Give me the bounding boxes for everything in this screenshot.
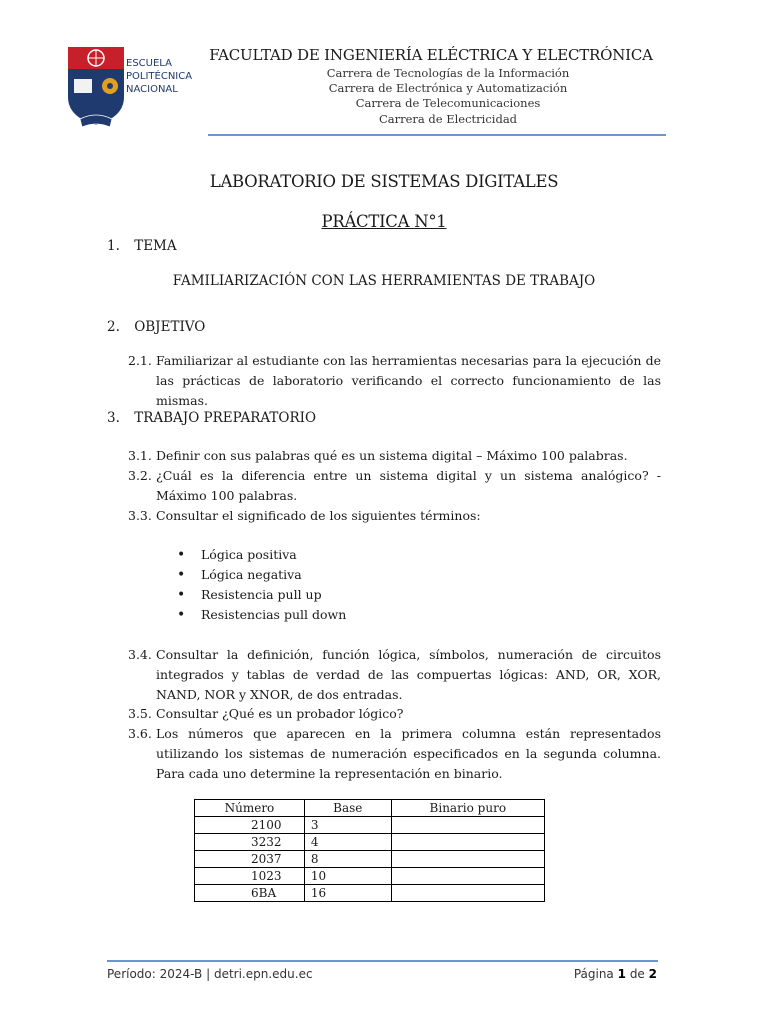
table-cell-base: 3 xyxy=(304,817,391,834)
section-title: OBJETIVO xyxy=(134,319,206,335)
list-item: • Resistencia pull up xyxy=(177,585,346,605)
table-row xyxy=(195,851,545,868)
table-cell-base: 16 xyxy=(304,885,391,902)
item-text: Familiarizar al estudiante con las herramientas necesarias para la ejecución de las prácticas de laboratorio verificando el correcto funcionamiento de las mismas. xyxy=(156,353,661,408)
item-text: Consultar el significado de los siguientes términos: xyxy=(156,508,481,523)
section-number: 2. xyxy=(107,319,120,335)
page-label: Página xyxy=(573,967,614,981)
item-number: 3.5. xyxy=(128,706,152,721)
tema-text: FAMILIARIZACIÓN CON LAS HERRAMIENTAS DE TRABAJO xyxy=(172,273,596,289)
item-text: ¿Cuál es la diferencia entre un sistema digital y un sistema analógico? - Máximo 100 palabras. xyxy=(156,468,661,503)
item-3-3 xyxy=(128,506,661,526)
item-3-5 xyxy=(128,704,661,724)
page-sep: de xyxy=(629,967,645,981)
table-cell-binary xyxy=(391,868,544,885)
table-cell-base: 8 xyxy=(304,851,391,868)
item-text: Consultar ¿Qué es un probador lógico? xyxy=(156,706,404,721)
item-text: Definir con sus palabras qué es un sistema digital – Máximo 100 palabras. xyxy=(156,448,628,463)
practice-label: PRÁCTICA N°1 xyxy=(321,212,447,231)
table-cell-number: 1023 xyxy=(195,868,305,885)
conversion-table xyxy=(194,799,545,902)
page-indicator xyxy=(574,967,657,981)
logo-line: POLITÉCNICA xyxy=(126,71,193,82)
list-item: • Lógica negativa xyxy=(177,565,346,585)
section-tema xyxy=(107,238,177,254)
list-item: • Resistencias pull down xyxy=(177,605,346,625)
item-2-1 xyxy=(128,351,661,411)
career-line: Carrera de Tecnologías de la Información xyxy=(326,66,570,80)
item-number: 3.1. xyxy=(128,448,152,463)
career-line: Carrera de Telecomunicaciones xyxy=(355,96,541,110)
table-header-row xyxy=(195,800,545,817)
section-title: TRABAJO PREPARATORIO xyxy=(134,410,317,426)
header-divider xyxy=(208,134,666,136)
table-cell-number: 2100 xyxy=(195,817,305,834)
table-cell-base: 10 xyxy=(304,868,391,885)
table-row xyxy=(195,834,545,851)
table-cell-base: 4 xyxy=(304,834,391,851)
item-3-1 xyxy=(128,446,661,466)
item-number: 2.1. xyxy=(128,353,152,368)
table-cell-binary xyxy=(391,885,544,902)
footer-divider xyxy=(107,960,658,962)
table-row xyxy=(195,817,545,834)
table-cell-number: 6BA xyxy=(195,885,305,902)
item-3-4 xyxy=(128,645,661,705)
footer-left: Período: 2024-B | detri.epn.edu.ec xyxy=(107,967,313,981)
item-number: 3.6. xyxy=(128,726,152,741)
logo-line: ESCUELA xyxy=(126,58,172,69)
table-cell-binary xyxy=(391,834,544,851)
table-header: Base xyxy=(304,800,391,817)
item-text: Los números que aparecen en la primera columna están representados utilizando los sistemas de numeración especificados en la segunda columna. Para cada uno determine la representación en binario. xyxy=(156,726,661,781)
page-total: 2 xyxy=(648,967,657,981)
table-cell-number: 3232 xyxy=(195,834,305,851)
terms-list xyxy=(177,545,346,625)
item-3-6 xyxy=(128,724,661,784)
item-number: 3.3. xyxy=(128,508,152,523)
section-objetivo xyxy=(107,319,205,335)
table-row xyxy=(195,885,545,902)
logo-line: NACIONAL xyxy=(126,84,178,95)
table-row xyxy=(195,868,545,885)
section-number: 1. xyxy=(107,238,120,254)
table-header: Binario puro xyxy=(391,800,544,817)
item-3-2 xyxy=(128,466,661,506)
doc-title: LABORATORIO DE SISTEMAS DIGITALES xyxy=(209,172,559,191)
item-number: 3.2. xyxy=(128,468,152,483)
table-cell-binary xyxy=(391,817,544,834)
faculty-title: FACULTAD DE INGENIERÍA ELÉCTRICA Y ELECTRÓNICA xyxy=(209,46,653,64)
page-current: 1 xyxy=(617,967,626,981)
item-text: Consultar la definición, función lógica, símbolos, numeración de circuitos integrados y tablas de verdad de las compuertas lógicas: AND, OR, XOR, NAND, NOR y XNOR, de dos entradas. xyxy=(156,647,661,702)
section-number: 3. xyxy=(107,410,120,426)
table-header: Número xyxy=(195,800,305,817)
practice-title xyxy=(0,212,768,231)
career-line: Carrera de Electrónica y Automatización xyxy=(328,81,568,95)
item-number: 3.4. xyxy=(128,647,152,662)
table-cell-binary xyxy=(391,851,544,868)
list-item: • Lógica positiva xyxy=(177,545,346,565)
career-line: Carrera de Electricidad xyxy=(378,112,518,126)
section-title: TEMA xyxy=(134,238,177,254)
section-trabajo xyxy=(107,410,316,426)
table-cell-number: 2037 xyxy=(195,851,305,868)
